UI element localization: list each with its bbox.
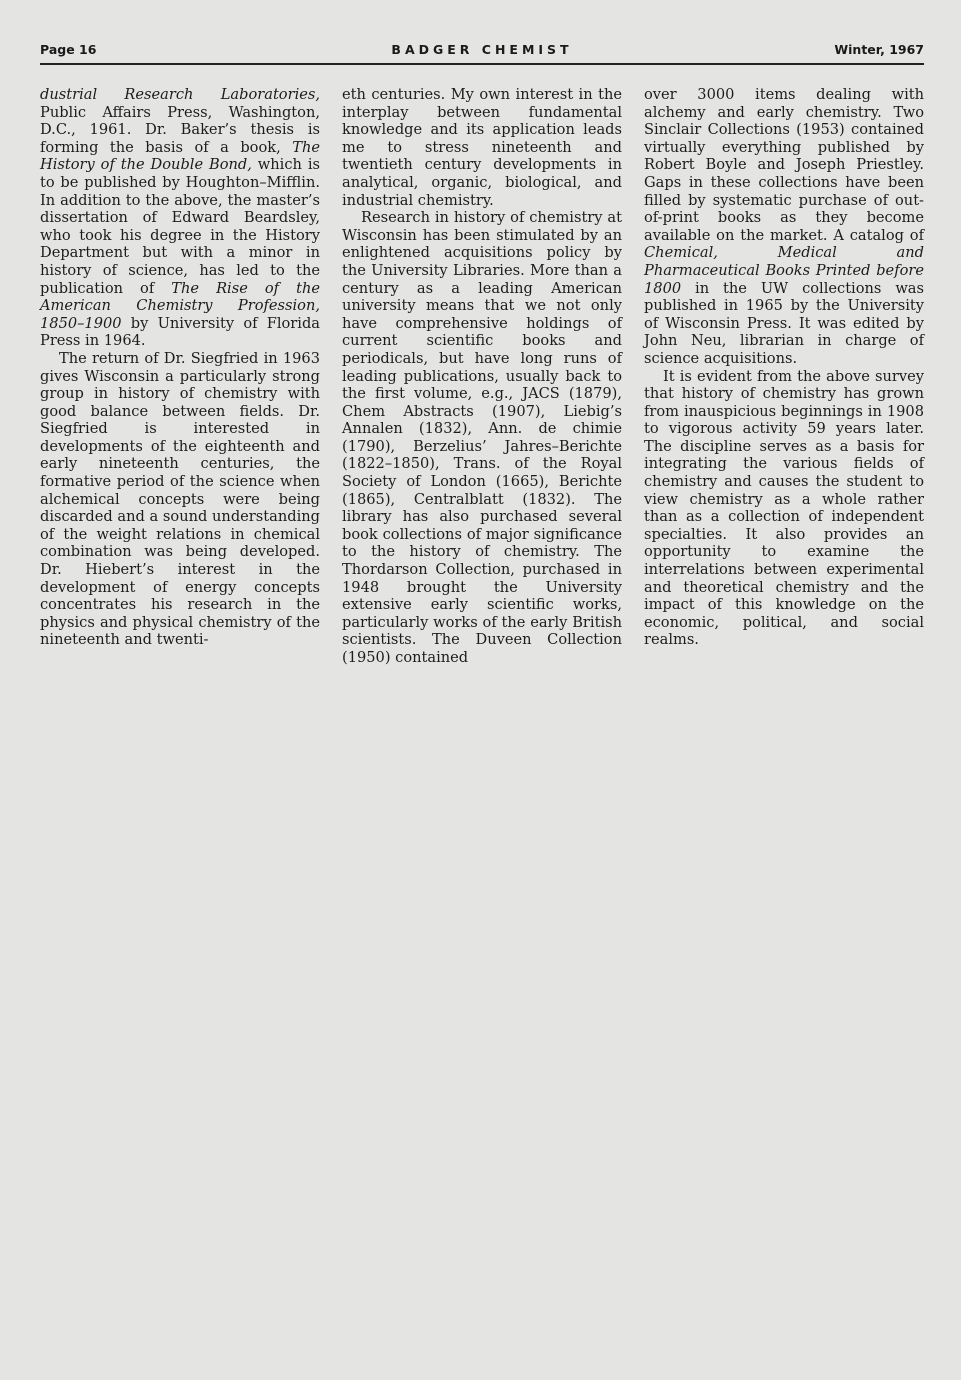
issue-date: Winter, 1967 bbox=[834, 42, 924, 57]
column-3-paragraph-1 bbox=[644, 86, 924, 368]
italic-title: The History of the Double Bond, bbox=[40, 138, 320, 174]
column-3 bbox=[644, 86, 924, 649]
header-rule bbox=[40, 63, 924, 65]
journal-title: BADGER CHEMIST bbox=[391, 42, 573, 57]
text-run: by University of Florida Press in 1964. bbox=[40, 314, 320, 350]
italic-title: Chemical, Medical and Pharmaceutical Books Printed before 1800 bbox=[644, 244, 924, 297]
text-run: Public Affairs Press, Washington, D.C., 1961. Dr. Baker’s thesis is forming the basis of a book, bbox=[40, 103, 320, 156]
column-2-paragraph-1: eth centuries. My own interest in the interplay between fundamental knowledge and its application leads me to stress nineteenth and twentieth century developments in analytical, organic, biological, and industrial chemistry. bbox=[342, 86, 622, 209]
text-run: over 3000 items dealing with alchemy and early chemistry. Two Sinclair Collections (1953) contained virtually everything published by Robert Boyle and Joseph Priestley. Gaps in these collections have been filled by systematic purchase of out-of-print books as they become available on the market. A catalog of bbox=[644, 86, 924, 244]
italic-title: dustrial Research Laboratories, bbox=[40, 86, 320, 103]
italic-title: The Rise of the American Chemistry Profession, 1850–1900 bbox=[40, 279, 320, 332]
page-header bbox=[40, 42, 924, 62]
column-2 bbox=[342, 86, 622, 667]
text-run: which is to be published by Houghton–Mifflin. In addition to the above, the master’s dissertation of Edward Beardsley, who took his degree in the History Department but with a minor in history of science, has led to the publication of bbox=[40, 156, 320, 297]
page-number: Page 16 bbox=[40, 42, 97, 57]
column-3-paragraph-2: It is evident from the above survey that history of chemistry has grown from inauspicious beginnings in 1908 to vigorous activity 59 years later. The discipline serves as a basis for integrating the various fields of chemistry and causes the student to view chemistry as a whole rather than as a collection of independent specialties. It also provides an opportunity to examine the interrelations between experimental and theoretical chemistry and the impact of this knowledge on the economic, political, and social realms. bbox=[644, 367, 924, 649]
column-1-paragraph-1 bbox=[40, 86, 320, 350]
column-1-paragraph-2: The return of Dr. Siegfried in 1963 gives Wisconsin a particularly strong group in history of chemistry with good balance between fields. Dr. Siegfried is interested in developments of the eighteenth and early nineteenth centuries, the formative period of the science when alchemical concepts were being discarded and a sound understanding of the weight relations in chemical combination was being developed. Dr. Hiebert’s interest in the development of energy concepts concentrates his research in the physics and physical chemistry of the nineteenth and twenti- bbox=[40, 349, 320, 649]
text-run: in the UW collections was published in 1965 by the University of Wisconsin Press. It was edited by John Neu, librarian in charge of science acquisitions. bbox=[644, 279, 924, 367]
column-1 bbox=[40, 86, 320, 649]
column-2-paragraph-2: Research in history of chemistry at Wisconsin has been stimulated by an enlightened acquisitions policy by the University Libraries. More than a century as a leading American university means that we not only have comprehensive holdings of current scientific books and periodicals, but have long runs of leading publications, usually back to the first volume, e.g., JACS (1879), Chem Abstracts (1907), Liebig’s Annalen (1832), Ann. de chimie (1790), Berzelius’ Jahres–Berichte (1822–1850), Trans. of the Royal Society of London (1665), Berichte (1865), Centralblatt (1832). The library has also purchased several book collections of major significance to the history of chemistry. The Thordarson Collection, purchased in 1948 brought the University extensive early scientific works, particularly works of the early British scientists. The Duveen Collection (1950) contained bbox=[342, 209, 622, 666]
